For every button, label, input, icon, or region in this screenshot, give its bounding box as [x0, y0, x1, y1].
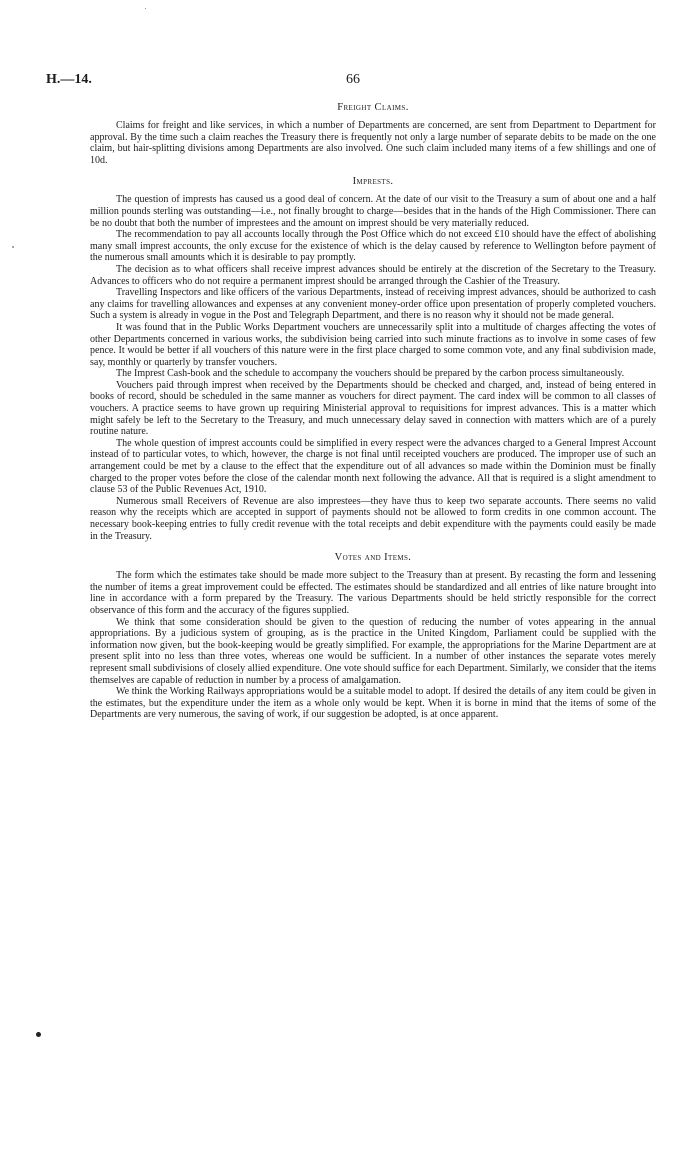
paragraph: We think that some consideration should be given to the question of reducing the number of votes appearing in the annual appropriations. By a judicious system of grouping, as is the practice in the United Kingdom, Parliament could be supplied with the information now given, but the book-keeping would be greatly simplified. For example, the appropriations for the Marine Department are at present split into no less than three votes, whereas one would be sufficient. In a number of other instances the separate votes merely represent small subdivisions of closely allied expenditure. One vote should suffice for each Department. Similarly, we consider that the items themselves are capable of reduction in number by a process of amalgamation. [90, 616, 656, 686]
scan-speck [12, 246, 14, 248]
paragraph: It was found that in the Public Works Department vouchers are unnecessarily split into a multitude of charges affecting the votes of other Departments concerned in various works, the subdivision being carried into such minute fractions as to involve in some cases of few pence. It would be better if all vouchers of this nature were in the first place charged to some common vote, and any final subdivision made, say, monthly or quarterly by transfer vouchers. [90, 321, 656, 368]
paragraph: The form which the estimates take should be made more subject to the Treasury than at present. By recasting the form and lessening the number of items a great improvement could be effected. The estimates should be standardized and all entries of like nature brought into line in accordance with a form prepared by the Treasury. The various Departments should be held strictly responsible for the correct observance of this form and the accuracy of the figures supplied. [90, 570, 656, 616]
paragraph: Travelling Inspectors and like officers of the various Departments, instead of receiving imprest advances, should be authorized to cash any claims for travelling allowances and expenses at any convenient money-order office upon presentation of properly completed vouchers. Such a system is already in vogue in the Post and Telegraph Department, and there is no reason why it should not be made general. [90, 287, 656, 322]
document-reference: H.—14. [46, 72, 92, 87]
paragraph: The decision as to what officers shall receive imprest advances should be entirely at the discretion of the Secretary to the Treasury. Advances to officers who do not require a permanent imprest should be arranged through the Cashier of the Treasury. [90, 263, 656, 287]
scan-speck [145, 8, 146, 9]
paragraph: The Imprest Cash-book and the schedule to accompany the vouchers should be prepared by the carbon process simultaneously. [116, 368, 625, 380]
margin-dot [36, 1032, 41, 1037]
document-body [90, 102, 656, 721]
paragraph: The whole question of imprest accounts could be simplified in every respect were the advances charged to a General Imprest Account instead of to particular votes, to which, however, the charge is not final until receipted vouchers are produced. The improper use of such an arrangement could be met by a clause to the effect that the expenditure out of all advances so made within the Dominion must be finally charged to the proper votes before the close of the calendar month next following the advance. All that is required is a slight amendment to clause 53 of the Public Revenues Act, 1910. [90, 437, 656, 496]
page-number: 66 [346, 72, 360, 87]
section-heading-votes-and-items: Votes and Items. [334, 552, 412, 564]
section-heading-freight-claims: Freight Claims. [337, 102, 409, 113]
paragraph: Vouchers paid through imprest when received by the Departments should be checked and charged, and, instead of being entered in books of record, should be scheduled in the same manner as vouchers for direct payment. The card index will be common to all classes of vouchers. A practice seems to have grown up requiring Ministerial approval to requisitions for imprest advances. This is a matter which might safely be left to the Secretary to the Treasury, and much unnecessary delay saved in connection with matters which are of a purely routine nature. [90, 379, 656, 438]
paragraph: We think the Working Railways appropriations would be a suitable model to adopt. If desired the details of any item could be given in the estimates, but the expenditure under the item as a whole only would be kept. When it is borne in mind that the items of some of the Departments are very numerous, the saving of work, if our suggestion be adopted, is at once apparent. [90, 686, 656, 721]
page-header [46, 72, 660, 92]
section-heading-imprests: Imprests. [352, 176, 394, 188]
paragraph: The recommendation to pay all accounts locally through the Post Office which do not exceed £10 should have the effect of abolishing many small imprest accounts, the only excuse for the existence of which is the delay caused by reference to Wellington before payment of the numerous small amounts which it is desirable to pay promptly. [90, 229, 656, 264]
paragraph: Claims for freight and like services, in which a number of Departments are concerned, are sent from Department to Department for approval. By the time such a claim reaches the Treasury there is frequently not only a large number of separate debits to be made on the one claim, but hair-splitting divisions among Departments are also involved. One such claim included many items of a few shillings and one of 10d. [90, 120, 656, 166]
paragraph: The question of imprests has caused us a good deal of concern. At the date of our visit to the Treasury a sum of about one and a half million pounds sterling was outstanding—i.e., not finally brought to charge—besides that in the hands of the High Commissioner. There can be no doubt that both the number of imprestees and the amount on imprest should be very materially reduced. [90, 194, 656, 229]
paragraph: Numerous small Receivers of Revenue are also imprestees—they have thus to keep two separate accounts. There seems no valid reason why the receipts which are accepted in support of payments should not be allowed to form credits in one common account. The necessary book-keeping entries to fully credit revenue with the total receipts and debit expenditure with the payments could easily be made in the Treasury. [90, 495, 656, 542]
